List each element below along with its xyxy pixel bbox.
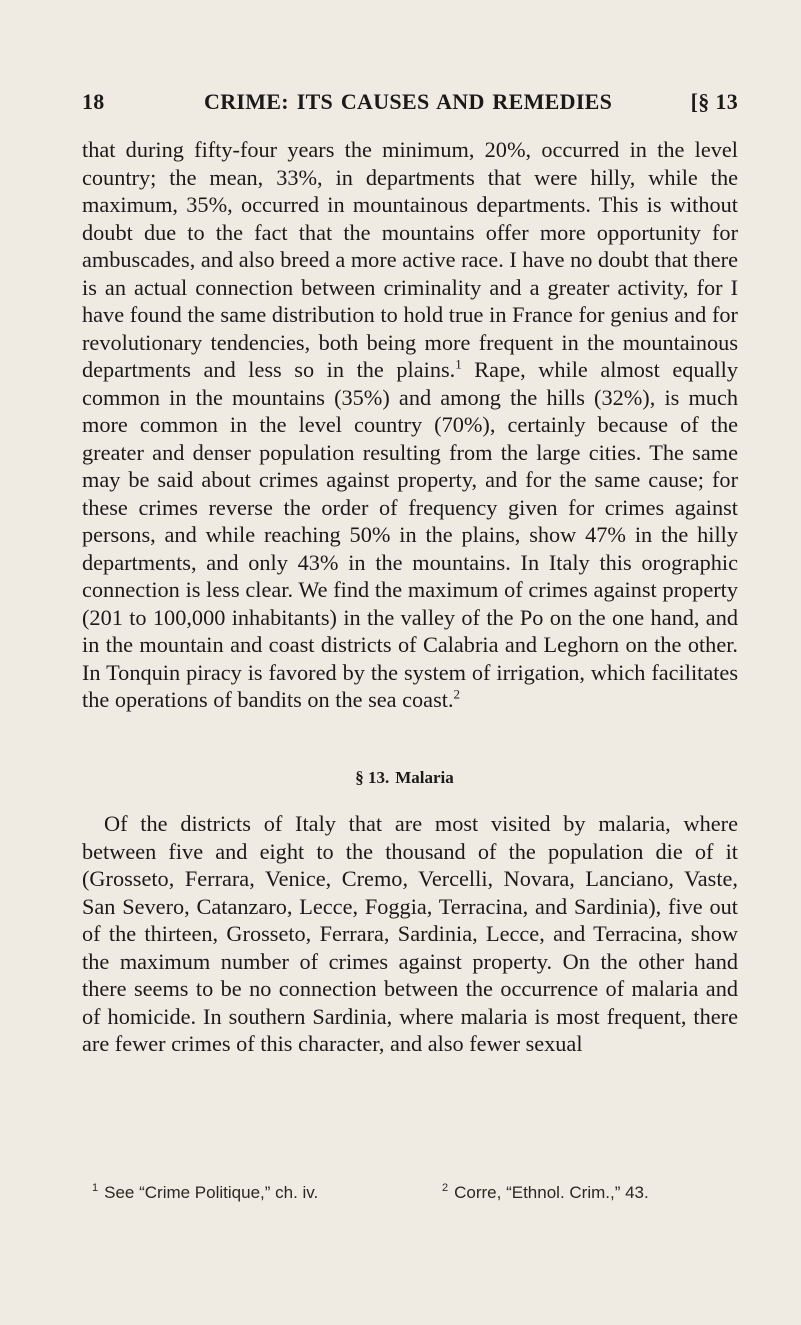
section-heading [0, 768, 801, 788]
page-number: 18 [82, 89, 105, 114]
section-title: Malaria [395, 768, 454, 787]
footnote-text: See “Crime Politique,” ch. iv. [104, 1183, 319, 1202]
footnote-text: Corre, “Ethnol. Crim.,” 43. [454, 1183, 649, 1202]
footnote-1 [92, 1183, 318, 1203]
footnote-2 [442, 1183, 649, 1203]
paragraph-malaria: Of the districts of Italy that are most visited by malaria, where between five and eight to the thousand of the population die of it (Grosseto, Ferrara, Venice, Cremo, Vercelli, Novara, Lanciano, Vaste, San Severo, Catanzaro, Lecce, Foggia, Terracina, and Sardinia), five out of the thirteen, Grosseto, Ferrara, Sardinia, Lecce, and Terracina, show the maximum number of crimes against property. On the other hand there seems to be no connection between the occurrence of malaria and of homicide. In southern Sardinia, where malaria is most frequent, there are fewer crimes of this character, and also fewer sexual [82, 811, 738, 1056]
running-title: CRIME: ITS CAUSES AND REMEDIES [204, 89, 613, 114]
section-number: § 13. [355, 768, 390, 787]
running-head [82, 89, 738, 119]
footnote-marker: 2 [442, 1182, 449, 1195]
footnote-ref-2: 2 [453, 686, 461, 702]
paragraph-orography [82, 136, 738, 714]
section-marker: [§ 13 [690, 89, 738, 114]
footnote-ref-1: 1 [455, 356, 462, 372]
paragraph-text-part2: Rape, while almost equally common in the mountains (35%) and among the hills (32%), is much more common in the level country (70%), certainly because of the greater and denser population resulting from the large cities. The same may be said about crimes against property, and for the same cause; for these crimes reverse the order of frequency given for crimes against persons, and while reaching 50% in the plains, show 47% in the hilly departments, and only 43% in the mountains. In Italy this orographic connection is less clear. We find the maximum of crimes against property (201 to 100,000 inhabitants) in the valley of the Po on the one hand, and in the mountain and coast districts of Calabria and Leghorn on the other. In Tonquin piracy is favored by the system of irrigation, which facilitates the operations of bandits on the sea coast. [82, 357, 738, 712]
paragraph-text-part1: that during fifty-four years the minimum, 20%, occurred in the level country; the mean, 33%, in departments that were hilly, while the maximum, 35%, occurred in mountainous departments. This is without doubt due to the fact that the mountains offer more opportunity for ambuscades, and also breed a more active race. I have no doubt that there is an actual connection between criminality and a greater activity, for I have found the same distribution to hold true in France for genius and for revolutionary tendencies, both being more frequent in the mountainous departments and less so in the plains. [82, 137, 738, 382]
footnote-marker: 1 [92, 1182, 99, 1195]
